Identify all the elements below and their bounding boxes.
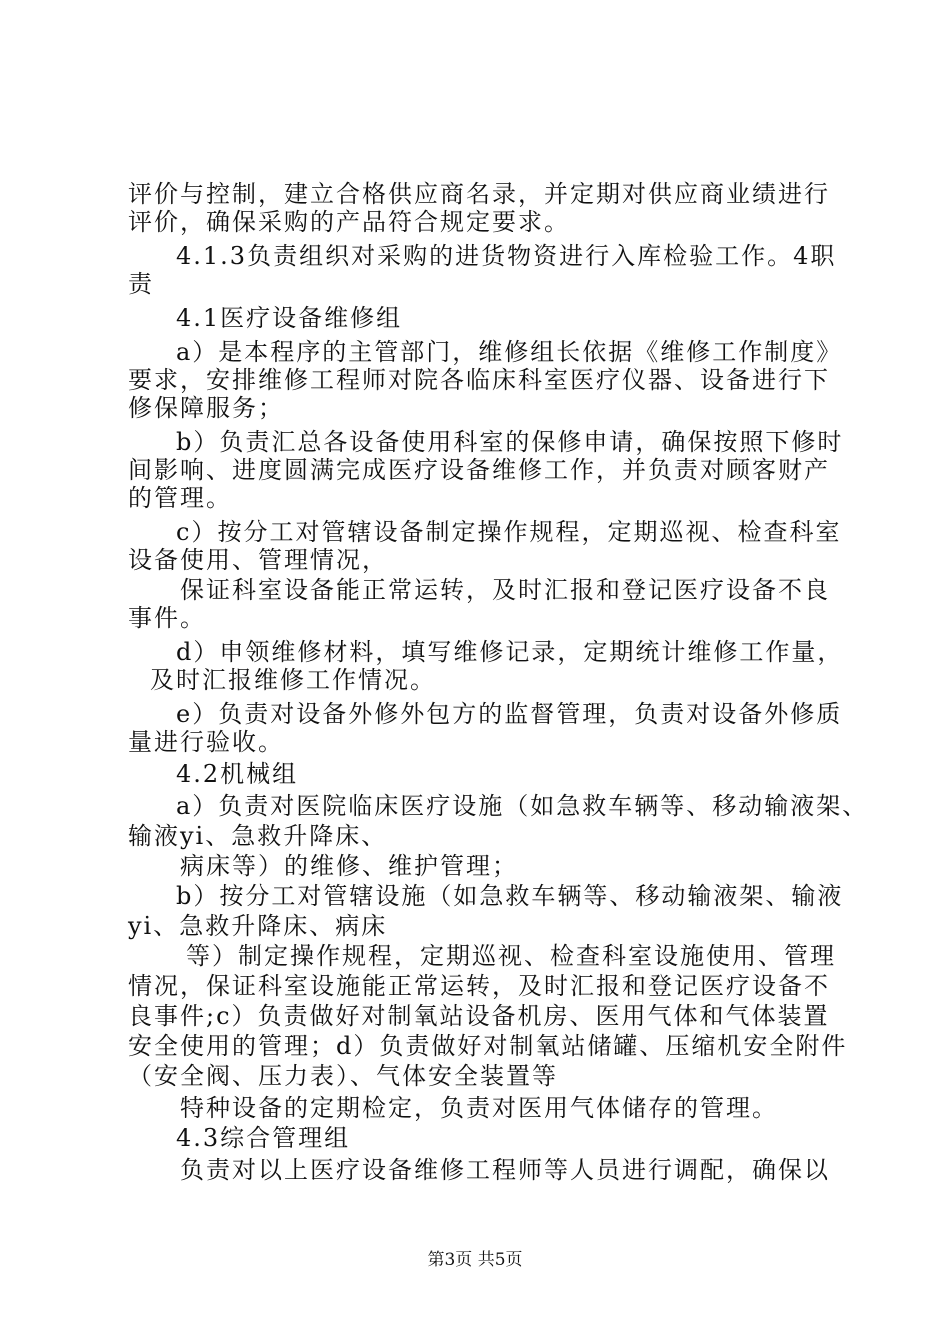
section-heading: 4.3综合管理组 <box>176 1124 351 1152</box>
text-line: 良事件;c）负责做好对制氧站设备机房、医用气体和气体装置 <box>128 1002 830 1030</box>
text-line: （安全阀、压力表）、气体安全装置等 <box>128 1062 558 1090</box>
text-line: 评价，确保采购的产品符合规定要求。 <box>128 208 570 236</box>
page-number-footer: 第3页 共5页 <box>427 1250 523 1270</box>
text-line: e）负责对设备外修外包方的监督管理，负责对设备外修质 <box>176 700 843 728</box>
text-line: 保证科室设备能正常运转，及时汇报和登记医疗设备不良 <box>180 576 830 604</box>
text-line: 及时汇报维修工作情况。 <box>150 666 436 694</box>
text-line: 等）制定操作规程，定期巡视、检查科室设施使用、管理 <box>186 942 836 970</box>
text-line: 特种设备的定期检定，负责对医用气体储存的管理。 <box>180 1094 778 1122</box>
text-line: 4.1.3负责组织对采购的进货物资进行入库检验工作。4职 <box>176 242 837 270</box>
text-line: yi、急救升降床、病床 <box>128 912 388 940</box>
text-line: 输液yi、急救升降床、 <box>128 822 388 850</box>
text-line: 情况，保证科室设施能正常运转，及时汇报和登记医疗设备不 <box>128 972 830 1000</box>
text-line: 安全使用的管理；d）负责做好对制氧站储罐、压缩机安全附件 <box>128 1032 848 1060</box>
text-line: b）负责汇总各设备使用科室的保修申请，确保按照下修时 <box>176 428 844 456</box>
text-line: a）是本程序的主管部门，维修组长依据《维修工作制度》 <box>176 338 843 366</box>
text-line: c）按分工对管辖设备制定操作规程，定期巡视、检查科室 <box>176 518 842 546</box>
text-line: 评价与控制，建立合格供应商名录，并定期对供应商业绩进行 <box>128 180 830 208</box>
text-line: 设备使用、管理情况， <box>128 546 388 574</box>
text-line: a）负责对医院临床医疗设施（如急救车辆等、移动输液架、 <box>176 792 869 820</box>
text-line: 的管理。 <box>128 484 232 512</box>
text-line: d）申领维修材料，填写维修记录，定期统计维修工作量， <box>176 638 844 666</box>
text-line: 负责对以上医疗设备维修工程师等人员进行调配，确保以 <box>180 1156 830 1184</box>
text-line: 要求，安排维修工程师对院各临床科室医疗仪器、设备进行下 <box>128 366 830 394</box>
section-heading: 4.2机械组 <box>176 760 299 788</box>
text-line: 间影响、进度圆满完成医疗设备维修工作，并负责对顾客财产 <box>128 456 830 484</box>
text-line: 量进行验收。 <box>128 728 284 756</box>
text-line: 责 <box>128 270 154 298</box>
text-line: 事件。 <box>128 604 206 632</box>
text-line: 病床等）的维修、维护管理； <box>180 852 518 880</box>
text-line: 修保障服务； <box>128 394 284 422</box>
section-heading: 4.1医疗设备维修组 <box>176 304 403 332</box>
text-line: b）按分工对管辖设施（如急救车辆等、移动输液架、输液 <box>176 882 844 910</box>
